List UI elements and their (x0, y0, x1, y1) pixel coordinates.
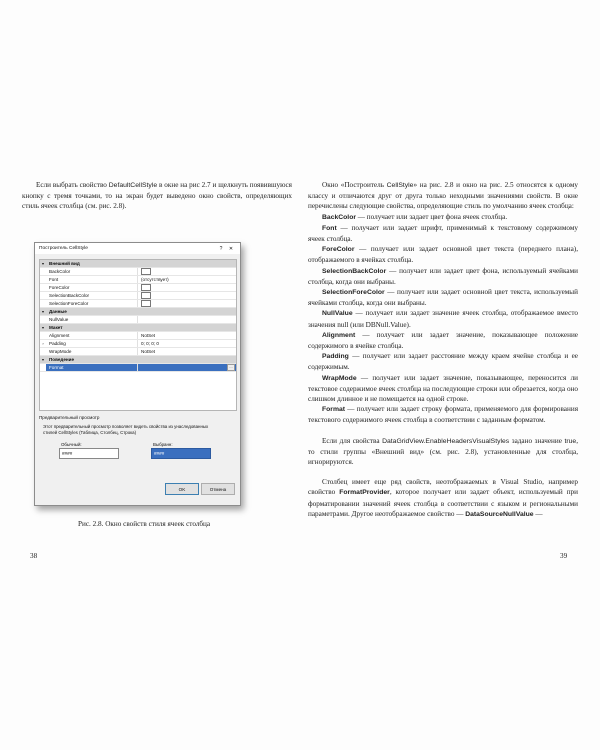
right-intro-paragraph (308, 180, 578, 212)
property-value-text: NotSet (141, 349, 156, 354)
property-row[interactable] (40, 348, 236, 356)
code-term: DataSourceNullValue (465, 510, 534, 518)
definition-text: — получает или задает значение, показывающее положение содержимого в ячейке столбца. (308, 330, 578, 351)
body-text: — (533, 509, 543, 518)
property-definition (308, 266, 578, 287)
property-value[interactable] (138, 284, 236, 291)
definition-term: SelectionForeColor (322, 289, 385, 297)
property-category[interactable] (40, 260, 236, 268)
body-text: Если для свойства (322, 436, 383, 445)
body-text: Столбец имеет еще ряд свойств, неотображаемых в Visual Studio, например свойство (308, 478, 578, 497)
right-paragraph-3 (308, 477, 578, 520)
expander-icon[interactable]: › (42, 341, 44, 346)
definition-term: BackColor (322, 213, 356, 221)
expander-icon[interactable]: ▾ (41, 325, 44, 330)
definition-term: NullValue (322, 310, 353, 318)
property-name: Alignment (46, 332, 138, 339)
expander-icon[interactable]: ▾ (41, 357, 44, 362)
body-text: , которое получает или задает объект, используемый при форматировании значений ячеек столбца в соответствии с языком и региональными параметрами. Другое неотображаемое свойство — (308, 488, 578, 518)
definition-term: Alignment (322, 331, 356, 339)
property-value-text: NotSet (141, 333, 156, 338)
body-text: , то стили группы «Внешний вид» (см. рис. 2.8), установленные для столбца, игнорируются. (308, 436, 579, 467)
property-value[interactable] (138, 332, 236, 339)
help-icon[interactable]: ? (219, 245, 223, 252)
definition-term: Format (322, 406, 346, 414)
property-row[interactable] (40, 332, 236, 340)
property-category[interactable] (40, 324, 236, 332)
left-intro-paragraph (22, 180, 292, 212)
property-name: Данные (49, 309, 67, 314)
property-value[interactable] (138, 364, 236, 371)
intro-property: DefaultCellStyle (108, 182, 158, 189)
definition-text: — получает или задает шрифт, применимый к текстовому содержимому ячеек столбца. (308, 223, 578, 244)
cellstyle-dialog (34, 242, 241, 506)
definition-text: — получает или задает значение, показывающее, переносится ли текстовое содержимое ячеек столбца на последующие строки или обрезается, когда оно слишком длинное и не помещается на одной строке. (308, 373, 578, 404)
figure-caption: Рис. 2.8. Окно свойств стиля ячеек столбца (78, 520, 211, 528)
preview-title: Предварительный просмотр (39, 415, 100, 420)
code-term: CellStyle (386, 182, 414, 189)
intro-text-rest: в окне на рис 2.7 и щелкнуть появившуюся кнопку с тремя точками, то на экран будет выведено окно свойств, определяющих стиль ячеек столбца (см. рис. 2.8). (22, 181, 292, 211)
property-definition (308, 404, 578, 425)
property-name: SelectionBackColor (46, 292, 138, 299)
normal-label: Обычный: (61, 442, 82, 447)
property-definition (308, 373, 578, 405)
property-value[interactable] (138, 316, 236, 323)
definition-text: — получает или задает значение ячеек столбца, отображаемое вместо значения null (или DBNull.Value). (308, 309, 578, 329)
property-grid[interactable] (39, 259, 237, 411)
intro-text: Если выбрать свойство (36, 181, 109, 189)
property-row[interactable] (40, 276, 236, 284)
ok-button[interactable]: OK (165, 483, 199, 495)
property-name: Внешний вид (49, 261, 80, 266)
property-name: Format (46, 364, 138, 371)
property-definition (308, 287, 578, 308)
property-value[interactable] (138, 276, 236, 283)
color-swatch (141, 268, 151, 275)
property-name: SelectionForeColor (46, 300, 138, 307)
cancel-button[interactable]: Отмена (201, 483, 235, 495)
definition-text: — получает или задает цвет фона, используемый ячейками столбца, когда они выбраны. (308, 266, 578, 286)
definition-text: — получает или задает цвет фона ячеек столбца. (356, 212, 508, 221)
expander-icon[interactable]: ▾ (41, 261, 44, 266)
property-category[interactable] (40, 356, 236, 364)
property-row[interactable] (40, 316, 236, 324)
definition-text: — получает или задает основной цвет текста (переднего плана), отображаемого в ячейках столбца. (308, 245, 578, 265)
definition-term: Font (322, 224, 337, 232)
definition-term: SelectionBackColor (322, 267, 387, 275)
property-value[interactable] (138, 268, 236, 275)
property-value[interactable] (138, 340, 236, 347)
property-definition (308, 351, 578, 372)
property-category[interactable] (40, 308, 236, 316)
property-value[interactable] (138, 348, 236, 355)
definition-term: Padding (322, 353, 349, 361)
definition-text: — получает или задает строку формата, применяемого для формирования текстового содержимого ячеек столбца в соответствии с заданным форматом. (308, 405, 578, 425)
property-row[interactable] (40, 268, 236, 276)
dialog-title: Построитель CellStyle (39, 246, 88, 251)
property-definition (308, 308, 578, 329)
property-row[interactable] (40, 364, 236, 372)
definition-term: WrapMode (322, 374, 357, 382)
left-page (22, 180, 292, 528)
property-definition (308, 244, 578, 265)
selected-preview: #### (151, 448, 211, 459)
property-row[interactable] (40, 284, 236, 292)
body-text: Окно «Построитель (322, 181, 387, 189)
body-text: задано значение (509, 436, 565, 445)
dialog-titlebar (35, 243, 240, 254)
right-page (308, 180, 578, 520)
property-name: BackColor (46, 268, 138, 275)
code-term: FormatProvider (339, 489, 390, 497)
ellipsis-button[interactable]: … (227, 364, 235, 371)
property-value-text: (отсутствует) (141, 277, 169, 282)
property-name: Font (46, 276, 138, 283)
property-definition (308, 223, 578, 244)
property-name: WrapMode (46, 348, 138, 355)
property-name: Макет (49, 325, 63, 330)
property-name: Поведение (49, 357, 75, 362)
definition-text: — получает или задает расстояние между краем ячейке столбца и ее содержимым. (308, 352, 578, 372)
color-swatch (141, 292, 151, 299)
property-name: Padding (46, 340, 138, 347)
definition-list (308, 212, 578, 426)
property-definition (308, 212, 578, 223)
property-value[interactable] (138, 300, 236, 307)
property-row[interactable] (40, 300, 236, 308)
selected-label: Выбранн: (153, 442, 173, 447)
property-definition (308, 330, 578, 351)
color-swatch (141, 300, 151, 307)
right-paragraph-2 (308, 436, 578, 468)
property-name: NullValue (46, 316, 138, 323)
color-swatch (141, 284, 151, 291)
definition-term: ForeColor (322, 246, 355, 254)
close-icon[interactable]: ✕ (228, 245, 234, 252)
page-number-left: 38 (30, 552, 38, 560)
expander-icon[interactable]: ▾ (41, 309, 44, 314)
definition-text: — получает или задает основной цвет текста, используемый ячейками столбца, когда они выбраны. (308, 288, 578, 308)
property-row[interactable] (40, 292, 236, 300)
property-name: ForeColor (46, 284, 138, 291)
property-value-text: 0; 0; 0; 0 (141, 341, 159, 346)
preview-description: Этот предварительный просмотр позволяет видеть свойства из унаследованных стилей CellStyles (Таблица, Столбец, Строка) (43, 424, 209, 435)
property-row[interactable] (40, 340, 236, 348)
code-term: DataGridView.EnableHeadersVisualStyles (382, 437, 510, 445)
property-value[interactable] (138, 292, 236, 299)
page-number-right: 39 (560, 552, 568, 560)
normal-preview: #### (59, 448, 119, 459)
body-text: » на рис. 2.8 и окно на рис. 2.5 относятся к одному классу и отличаются друг от друга только неходными значениями свойств. В окне перечислены следующие свойства, определяющие стиль по умолчанию ячеек столбца: (308, 181, 578, 211)
code-term: true (564, 437, 577, 445)
